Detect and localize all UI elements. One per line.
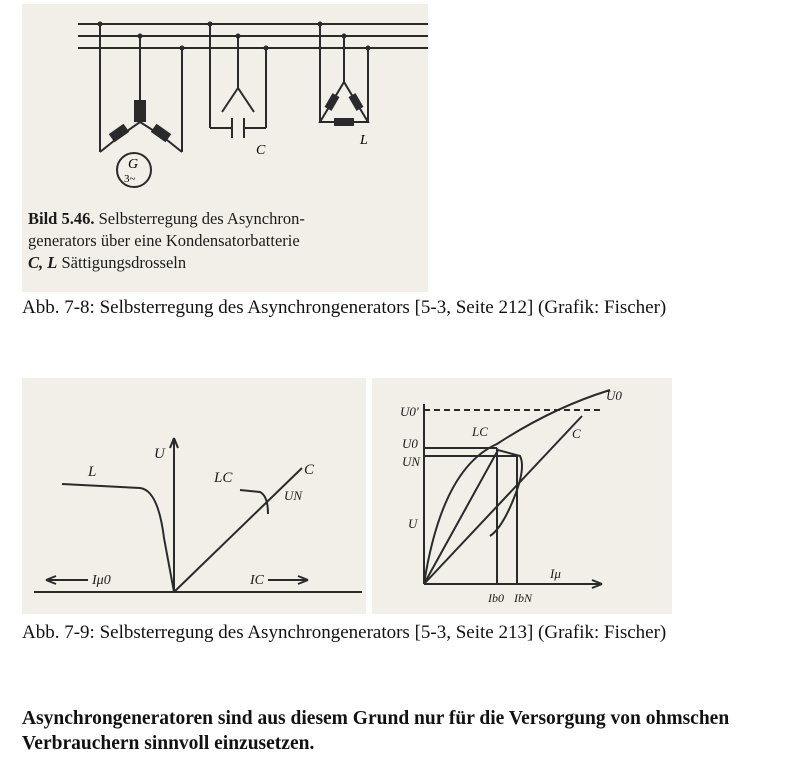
label-U0: U0	[402, 436, 418, 451]
generator-sub: 3~	[124, 173, 136, 185]
label-UN: UN	[402, 454, 421, 469]
label-U: U	[154, 446, 165, 462]
label-UN: UN	[284, 488, 303, 503]
inductor-coil-3	[334, 118, 354, 126]
figure-characteristic-right	[372, 378, 672, 614]
label-Iu: Iμ	[550, 566, 561, 581]
inductor-coil-2	[349, 93, 364, 111]
scan-caption-line1: Selbsterregung des Asynchron-	[98, 209, 305, 228]
capacitor-label: C	[256, 143, 266, 158]
scan-caption-line2: generators über eine Kondensatorbatterie	[28, 231, 300, 250]
label-LC: LC	[214, 470, 233, 486]
curve-LC	[240, 490, 268, 514]
label-U0-curve: U0	[606, 388, 622, 403]
conclusion-paragraph: Asynchrongeneratoren sind aus diesem Grund nur für die Versorgung von ohmschen Verbrauchern sinnvoll einzusetzen.	[22, 708, 730, 754]
generator-winding-1	[134, 100, 146, 122]
characteristic-right-diagram	[372, 378, 672, 614]
curve-L	[62, 484, 174, 592]
label-C: C	[572, 426, 581, 441]
label-L: L	[88, 464, 97, 480]
scan-caption-symbols: C, L	[28, 253, 58, 272]
inductor-coil-1	[325, 93, 340, 111]
label-IbN: IbN	[514, 591, 532, 605]
scan-caption-line3: Sättigungsdrosseln	[61, 253, 187, 272]
curve-LC	[424, 450, 522, 584]
inductor-label: L	[360, 133, 368, 148]
characteristic-left-diagram	[22, 378, 366, 614]
scanned-figure-caption	[28, 208, 428, 274]
label-C: C	[304, 462, 315, 478]
label-U: U	[408, 516, 418, 531]
scan-caption-number: Bild 5.46.	[28, 209, 95, 228]
label-Ib0: Ib0	[488, 591, 504, 605]
label-Iu0: Iμ0	[92, 573, 111, 588]
generator-winding-3	[151, 124, 171, 143]
generator-letter: G	[128, 157, 139, 172]
curve-C	[174, 468, 302, 592]
label-U0-prime: U0'	[400, 404, 419, 419]
label-IC: IC	[250, 573, 264, 588]
figure-caption-7-9: Abb. 7-9: Selbsterregung des Asynchrongenerators [5-3, Seite 213] (Grafik: Fischer)	[22, 622, 667, 643]
generator-winding-2	[109, 124, 129, 143]
figure-caption-7-8: Abb. 7-8: Selbsterregung des Asynchrongenerators [5-3, Seite 212] (Grafik: Fischer)	[22, 297, 667, 318]
figure-characteristic-left	[22, 378, 366, 614]
label-LC: LC	[472, 424, 488, 439]
